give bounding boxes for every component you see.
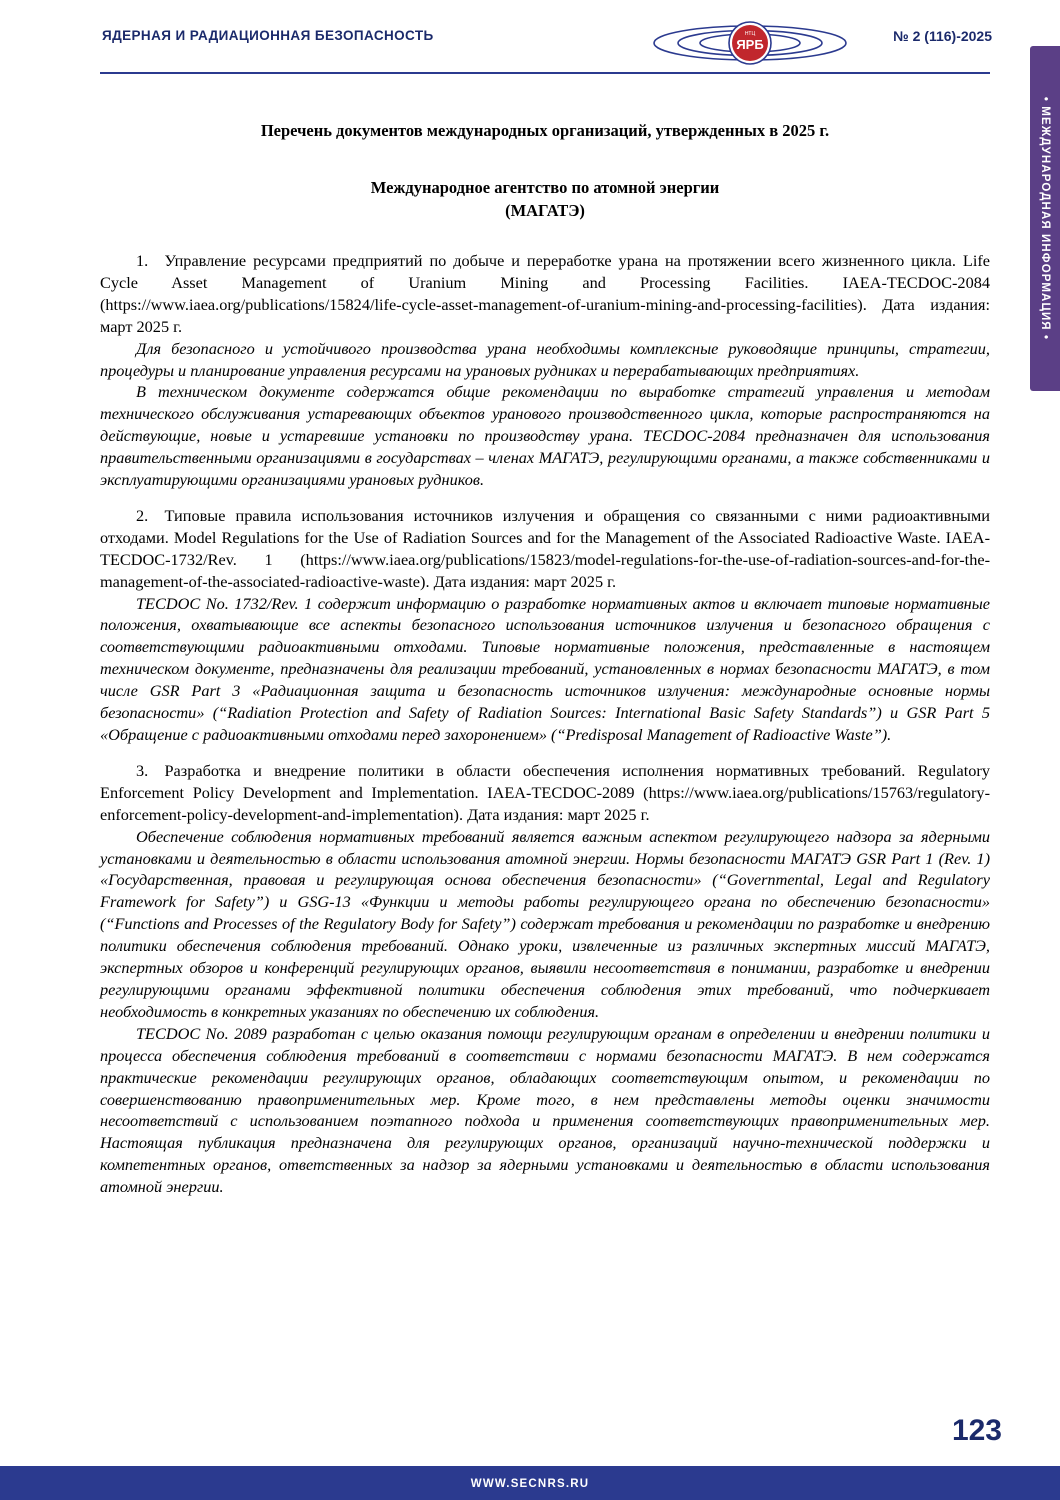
svg-text:НТЦ: НТЦ [744, 31, 756, 37]
entry-note: В техническом документе содержатся общие рекомендации по выработке стратегий управления и методам технического обслуживания устаревающих объектов уранового производственного цикла, которые распространяются на действующие, новые и устаревшие установки по производству урана. TECDOC-2084 предназначен для использования правительственными организациями в государствах – членах МАГАТЭ, регулирующими органами, а также собственниками и эксплуатирующими организациями урановых рудников. [100, 382, 990, 490]
entry-note: Для безопасного и устойчивого производства урана необходимы комплексные руководящие принципы, стратегии, процедуры и планирование управления ресурсами на урановых рудниках и перерабатывающих предприятиях. [100, 338, 990, 380]
entry-heading: 3. Разработка и внедрение политики в области обеспечения исполнения нормативных требований. Regulatory Enforcement Policy Development and Implementation. IAEA-TECDOC-2089 (https://www.iaea.org/publications/15763/regulatory-enforcement-policy-development-and-implementation). Дата издания: март 2025 г. [100, 760, 990, 824]
entry-heading: 1. Управление ресурсами предприятий по добыче и переработке урана на протяжении всего жизненного цикла. Life Cycle Asset Management of Uranium Mining and Processing Facilities. IAEA-TECDOC-2084 (https://www.iaea.org/publications/15824/life-cycle-asset-management-of-uranium-mining-and-processing-facilities). Дата издания: март 2025 г. [100, 250, 990, 336]
page-title: Перечень документов международных организаций, утвержденных в 2025 г. [260, 121, 830, 140]
organization-title-line2: (МАГАТЭ) [505, 200, 585, 220]
organization-title [100, 177, 990, 222]
journal-title: ЯДЕРНАЯ И РАДИАЦИОННАЯ БЕЗОПАСНОСТЬ [102, 28, 434, 43]
section-side-tab-label: • МЕЖДУНАРОДНАЯ ИНФОРМАЦИЯ • [1039, 96, 1051, 341]
organization-title-line1: Международное агентство по атомной энергии [370, 178, 720, 198]
entry-heading: 2. Типовые правила использования источников излучения и обращения со связанными с ними радиоактивными отходами. Model Regulations for the Use of Radiation Sources and for the Management of the Associated Radioactive Waste. IAEA-TECDOC-1732/Rev. 1 (https://www.iaea.org/publications/15823/model-regulations-for-the-use-of-radiation-sources-and-for-the-management-of-the-associated-radioactive-waste). Дата издания: март 2025 г. [100, 505, 990, 591]
issue-number: № 2 (116)-2025 [893, 28, 992, 44]
footer-website: WWW.SECNRS.RU [470, 1478, 590, 1490]
document-body [100, 110, 990, 1198]
page-number: 123 [951, 1414, 1002, 1447]
entry-note: TECDOC No. 1732/Rev. 1 содержит информацию о разработке нормативных актов и включает типовые нормативные положения, охватывающие все аспекты безопасного использования источников излучения и безопасного обращения с соответствующими радиоактивными отходами. Типовые нормативные положения, представленные в настоящем техническом документе, предназначены для реализации требований, установленных в нормах безопасности МАГАТЭ, в том числе GSR Part 3 «Радиационная защита и безопасность источников излучения: международные основные нормы безопасности» (“Radiation Protection and Safety of Radiation Sources: International Basic Safety Standards”) и GSR Part 5 «Обращение с радиоактивными отходами перед захоронением» (“Predisposal Management of Radioactive Waste”). [100, 593, 990, 744]
section-side-tab [1030, 46, 1060, 391]
header-divider [100, 72, 990, 74]
journal-logo [650, 14, 850, 72]
entry-note: Обеспечение соблюдения нормативных требований является важным аспектом регулирующего надзора за ядерными установками и деятельностью в области использования атомной энергии. Нормы безопасности МАГАТЭ GSR Part 1 (Rev. 1) «Государственная, правовая и регулирующая основа обеспечения безопасности» (“Governmental, Legal and Regulatory Framework for Safety”) и GSG-13 «Функции и методы работы регулирующего органа по обеспечению безопасности» (“Functions and Processes of the Regulatory Body for Safety”) содержат требования и рекомендации по разработке и внедрению политики обеспечения соблюдения требований. Однако уроки, извлеченные из различных экспертных миссий МАГАТЭ, экспертных обзоров и конференций регулирующих органов, выявили несоответствия в понимании, разработке и внедрении регулирующими органами эффективной политики обеспечения соблюдения этих требований, что подчеркивает необходимость в конкретных указаниях по обеспечению их соблюдения. [100, 826, 990, 1021]
entry-note: TECDOC No. 2089 разработан с целью оказания помощи регулирующим органам в определении и внедрении политики и процесса обеспечения соблюдения требований в соответствии с нормами безопасности МАГАТЭ. В нем содержатся практические рекомендации регулирующих органов, обладающих соответствующим опытом, и рекомендации по совершенствованию правоприменительных мер. Кроме того, в нем представлены методы оценки значимости несоответствий с использованием поэтапного подхода и применения соответствующих правоприменительных мер. Настоящая публикация предназначена для регулирующих органов, организаций научно-технической поддержки и компетентных органов, ответственных за надзор за ядерными установками и деятельностью в области использования атомной энергии. [100, 1023, 990, 1197]
svg-text:ЯРБ: ЯРБ [736, 37, 764, 52]
